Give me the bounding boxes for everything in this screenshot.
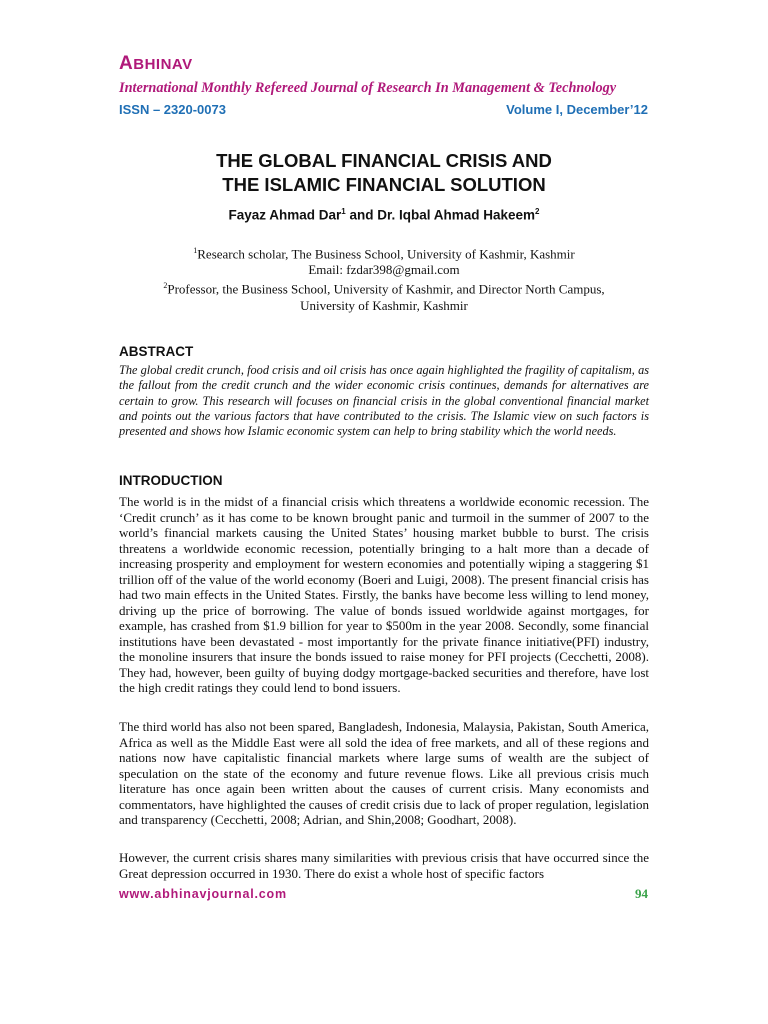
affiliations [119, 243, 649, 314]
authors [119, 207, 649, 223]
paper-title [119, 149, 649, 197]
affiliation-2: $^2$Professor, the Business School, University of Kashmir, and Director North Campus, [163, 281, 605, 297]
introduction-heading: INTRODUCTION [119, 473, 223, 488]
affiliation-2-mark: 2 [163, 281, 168, 291]
journal-name [119, 53, 193, 75]
author-email: Email: fzdar398@gmail.com [308, 262, 460, 278]
author-2-affil-mark: 2 [535, 207, 540, 216]
paper-title-line-2: THE ISLAMIC FINANCIAL SOLUTION [222, 174, 546, 195]
paper-title-line-1: THE GLOBAL FINANCIAL CRISIS AND [216, 150, 552, 171]
author-2: and Dr. Iqbal Ahmad Hakeem [345, 207, 536, 223]
abstract-heading: ABSTRACT [119, 344, 194, 359]
affiliation-1: $^1$Research scholar, The Business School, University of Kashmir, Kashmir [193, 246, 575, 262]
journal-name-rest: BHINAV [133, 56, 193, 73]
journal-name-initial: A [119, 53, 134, 74]
issn: ISSN – 2320-0073 [119, 102, 226, 117]
intro-paragraph-3: However, the current crisis shares many similarities with previous crisis that have occurred since the Great depression occurred in 1930. There do exist a whole host of specific factors [119, 850, 649, 881]
author-1: Fayaz Ahmad Dar [228, 207, 342, 223]
page-number: 94 [635, 886, 648, 901]
intro-paragraph-1: The world is in the midst of a financial crisis which threatens a worldwide economic recession. The ‘Credit crunch’ as it has come to be known brought panic and turmoil in the summer of 2007 to the world’s financial markets causing the United States’ housing market bubble to burst. The crisis threatens a worldwide economic recession, potentially bringing to a halt more than a decade of increasing prosperity and employment for western economies and potentially wiping a staggering $1 trillion off of the value of the world economy (Boeri and Luigi, 2008). The present financial crisis has had two main effects in the United States. Firstly, the banks have become less willing to lend money, driving up the price of borrowing. The value of bonds issued worldwide against mortgages, for example, has crashed from $1.9 billion for year to $500m in the year 2008. Secondly, some financial institutions have been devastated - most importantly for the private finance initiative(PFI) industry, the monoline insurers that insure the bonds issued to raise money for PFI projects (Cecchetti, 2008). They had, however, been guilty of buying dodgy mortgage-backed securities and therefore, have lost the high credit ratings they could lend to bond issuers. [119, 494, 649, 695]
volume-info: Volume I, December’12 [506, 102, 648, 117]
footer-url: www.abhinavjournal.com [119, 887, 287, 901]
affiliation-2-cont: University of Kashmir, Kashmir [300, 297, 468, 313]
intro-paragraph-2: The third world has also not been spared, Bangladesh, Indonesia, Malaysia, Pakistan, South America, Africa as well as the Middle East were all sold the idea of free markets, and all of these regions and nations now have capitalistic financial markets where large sums of wealth are the subject of speculation on the state of the economy and future revenue flows. Like all previous crisis much literature has once again been written about the causes of current crisis. Many economists and commentators, have highlighted the causes of credit crisis due to lack of proper regulation, legislation and transparency (Cecchetti, 2008; Adrian, and Shin,2008; Goodhart, 2008). [119, 719, 649, 827]
abstract-text: The global credit crunch, food crisis and oil crisis has once again highlighted the fragility of capitalism, as the fallout from the credit crunch and the wider economic crisis continues, demands for alternatives are certain to grow. This research will focuses on financial crisis in the global conventional financial market and points out the various factors that have contributed to the crisis. The Islamic view on such factors is presented and shows how Islamic economic system can help to bring stability which the world needs. [119, 363, 649, 439]
author-1-affil-mark: 1 [341, 207, 346, 216]
affiliation-1-mark: 1 [193, 246, 198, 255]
journal-subtitle: International Monthly Refereed Journal of Research In Management & Technology [119, 80, 617, 96]
